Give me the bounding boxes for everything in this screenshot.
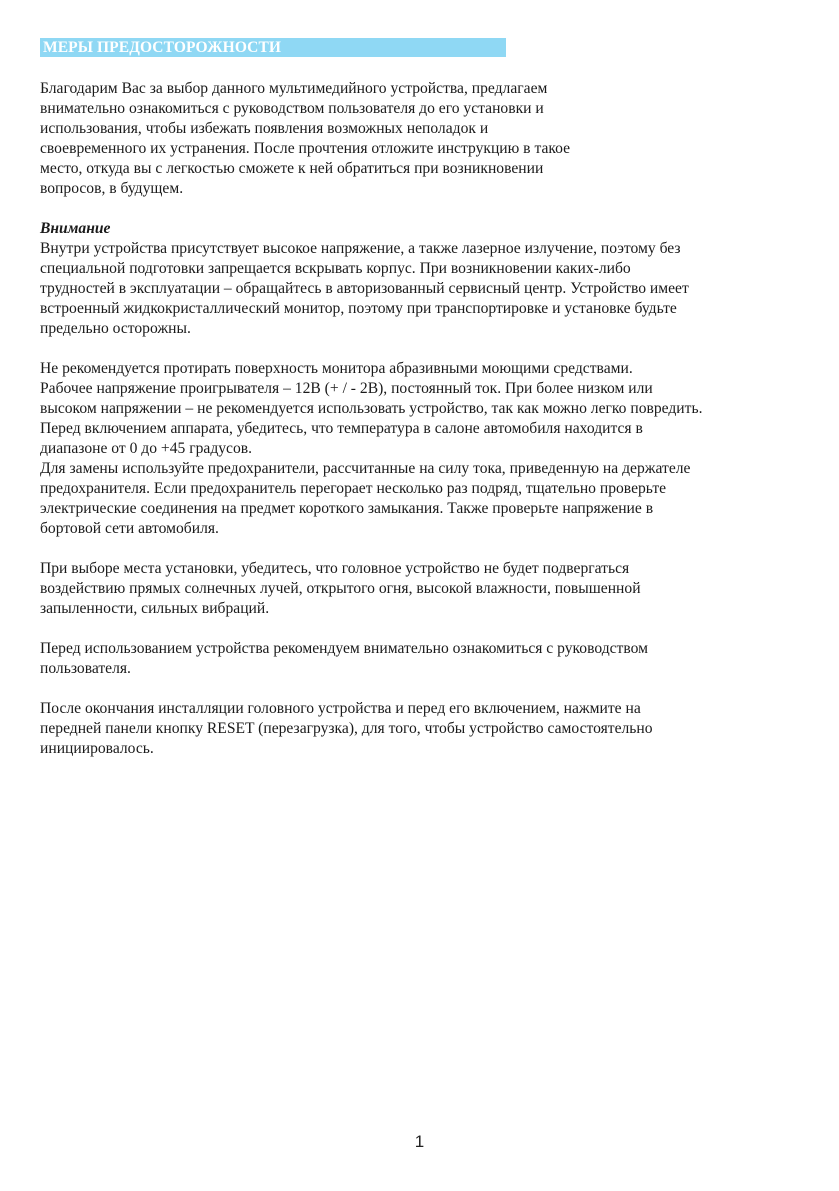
paragraph-line: Благодарим Вас за выбор данного мультимедийного устройства, предлагаем (40, 80, 548, 97)
paragraph-line: Внутри устройства присутствует высокое напряжение, а также лазерное излучение, поэтому без (40, 240, 681, 257)
paragraph-line: запыленности, сильных вибраций. (40, 600, 270, 617)
paragraph-line: инициировалось. (40, 740, 154, 757)
paragraph-line: высоком напряжении – не рекомендуется использовать устройство, так как можно легко повредить. (40, 400, 703, 417)
paragraph-line: встроенный жидкокристаллический монитор, поэтому при транспортировке и установке будьте (40, 300, 677, 317)
paragraph-line: использования, чтобы избежать появления возможных неполадок и (40, 120, 489, 137)
placement-paragraph (40, 559, 820, 619)
document-body (40, 79, 820, 779)
paragraph-line: вопросов, в будущем. (40, 180, 184, 197)
paragraph-line: пользователя. (40, 660, 131, 677)
warning-paragraph (40, 219, 820, 339)
paragraph-line: специальной подготовки запрещается вскрывать корпус. При возникновении каких-либо (40, 260, 631, 277)
paragraph-line: электрические соединения на предмет короткого замыкания. Также проверьте напряжение в (40, 500, 654, 517)
paragraph-line: Перед включением аппарата, убедитесь, что температура в салоне автомобиля находится в (40, 420, 643, 437)
paragraph-line: внимательно ознакомиться с руководством пользователя до его установки и (40, 100, 544, 117)
paragraph-line: предохранителя. Если предохранитель перегорает несколько раз подряд, тщательно проверьте (40, 480, 667, 497)
warning-heading: Внимание (40, 220, 111, 237)
reset-paragraph (40, 699, 820, 759)
paragraph-line: трудностей в эксплуатации – обращайтесь в авторизованный сервисный центр. Устройство имеет (40, 280, 689, 297)
paragraph-line: Для замены используйте предохранители, рассчитанные на силу тока, приведенную на держателе (40, 460, 691, 477)
paragraph-line: При выборе места установки, убедитесь, что головное устройство не будет подвергаться (40, 560, 630, 577)
paragraph-line: Не рекомендуется протирать поверхность монитора абразивными моющими средствами. (40, 360, 633, 377)
paragraph-line: своевременного их устранения. После прочтения отложите инструкцию в такое (40, 140, 571, 157)
intro-paragraph (40, 79, 820, 199)
paragraph-line: бортовой сети автомобиля. (40, 520, 219, 537)
paragraph-line: место, откуда вы с легкостью сможете к ней обратиться при возникновении (40, 160, 544, 177)
manual-paragraph (40, 639, 820, 679)
paragraph-line: передней панели кнопку RESET (перезагрузка), для того, чтобы устройство самостоятельно (40, 720, 653, 737)
paragraph-line: Рабочее напряжение проигрывателя – 12В (+ / - 2В), постоянный ток. При более низком или (40, 380, 653, 397)
paragraph-line: диапазоне от 0 до +45 градусов. (40, 440, 253, 457)
paragraph-line: предельно осторожны. (40, 320, 191, 337)
paragraph-line: После окончания инсталляции головного устройства и перед его включением, нажмите на (40, 700, 641, 717)
paragraph-line: воздействию прямых солнечных лучей, открытого огня, высокой влажности, повышенной (40, 580, 641, 597)
maintenance-paragraph (40, 359, 820, 539)
paragraph-line: Перед использованием устройства рекомендуем внимательно ознакомиться с руководством (40, 640, 648, 657)
section-title: МЕРЫ ПРЕДОСТОРОЖНОСТИ (40, 38, 506, 57)
page-number: 1 (414, 1132, 425, 1151)
